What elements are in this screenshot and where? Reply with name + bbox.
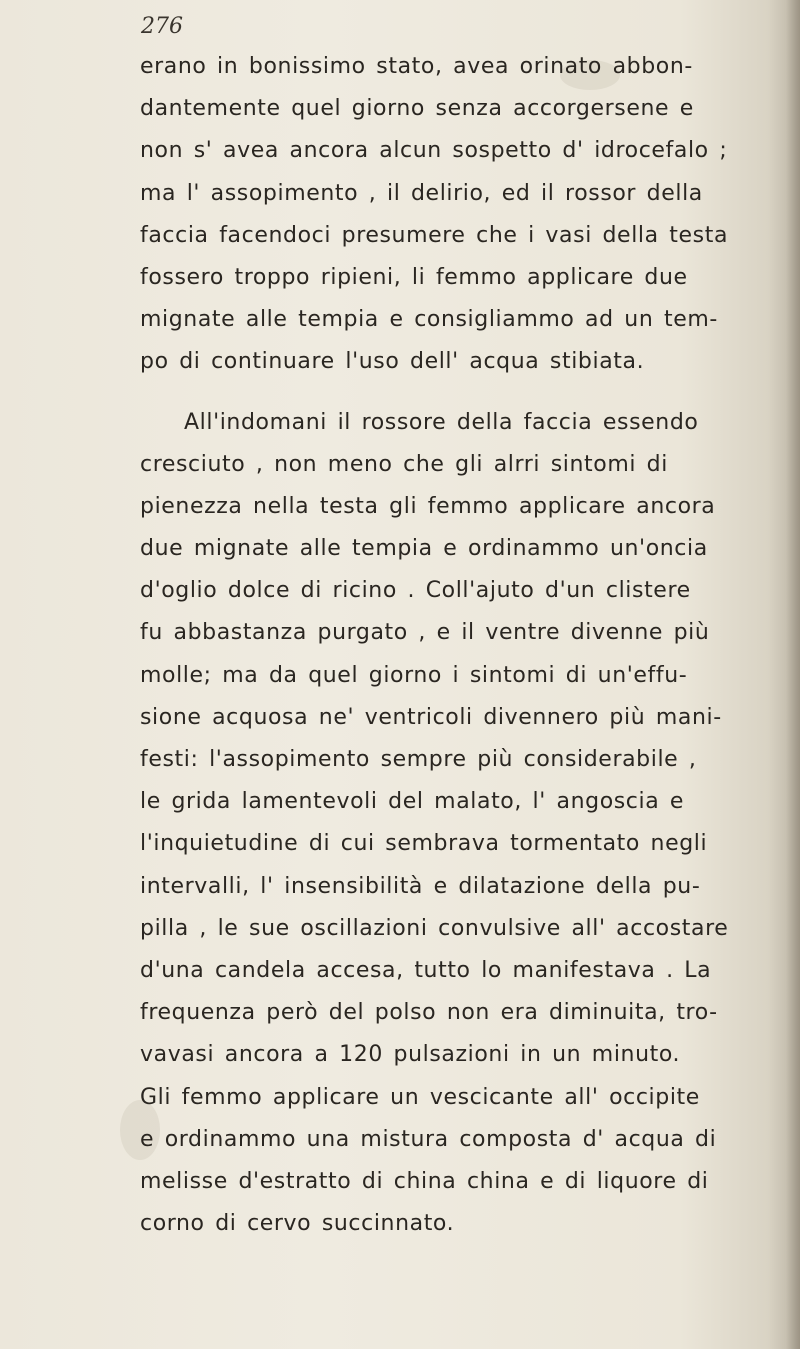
text-line: erano in bonissimo stato, avea orinato abbon- [140, 54, 693, 79]
paragraph-gap [140, 384, 780, 402]
text-line: intervalli, l' insensibilità e dilatazione della pu- [140, 873, 701, 899]
text-line: festi: l'assopimento sempre più considerabile , [140, 747, 697, 772]
text-line: mignate alle tempia e consigliammo ad un tem- [140, 307, 718, 333]
text-line: corno di cervo succinnato. [140, 1211, 455, 1237]
text-line: vavasi ancora a 120 pulsazioni in un minuto. [140, 1042, 681, 1068]
body-text [140, 46, 780, 1245]
paragraph-2 [140, 402, 780, 1246]
text-line: d'oglio dolce di ricino . Coll'ajuto d'un clistere [140, 578, 691, 604]
text-line: faccia facendoci presumere che i vasi della testa [140, 222, 729, 248]
text-line: All'indomani il rossore della faccia essendo [184, 409, 699, 435]
text-line: dantemente quel giorno senza accorgersene e [140, 96, 694, 122]
text-line: non s' avea ancora alcun sospetto d' idrocefalo ; [140, 138, 728, 164]
text-line: fu abbastanza purgato , e il ventre divenne più [140, 620, 710, 646]
paragraph-1 [140, 46, 780, 384]
text-line: sione acquosa ne' ventricoli divennero più mani- [140, 704, 722, 730]
text-line: d'una candela accesa, tutto lo manifestava . La [140, 957, 712, 983]
text-line: cresciuto , non meno che gli alrri sintomi di [140, 451, 668, 477]
text-line: frequenza però del polso non era diminuita, tro- [140, 1000, 718, 1026]
text-line: melisse d'estratto di china china e di liquore di [140, 1168, 709, 1194]
text-line: e ordinammo una mistura composta d' acqua di [140, 1126, 717, 1152]
text-line: l'inquietudine di cui sembrava tormentato negli [140, 831, 708, 857]
text-line: fossero troppo ripieni, li femmo applicare due [140, 264, 688, 290]
text-line: molle; ma da quel giorno i sintomi di un'effu- [140, 662, 688, 688]
text-line: le grida lamentevoli del malato, l' angoscia e [140, 789, 685, 815]
text-line: ma l' assopimento , il delirio, ed il rossor della [140, 180, 703, 206]
page-edge-shadow [786, 0, 800, 1349]
text-line: pienezza nella testa gli femmo applicare ancora [140, 493, 716, 519]
page-number: 276 [141, 14, 183, 39]
text-line: Gli femmo applicare un vescicante all' occipite [140, 1084, 700, 1110]
text-line: po di continuare l'uso dell' acqua stibiata. [140, 349, 645, 375]
text-line: pilla , le sue oscillazioni convulsive all' accostare [140, 915, 729, 941]
text-line: due mignate alle tempia e ordinammo un'oncia [140, 536, 708, 562]
